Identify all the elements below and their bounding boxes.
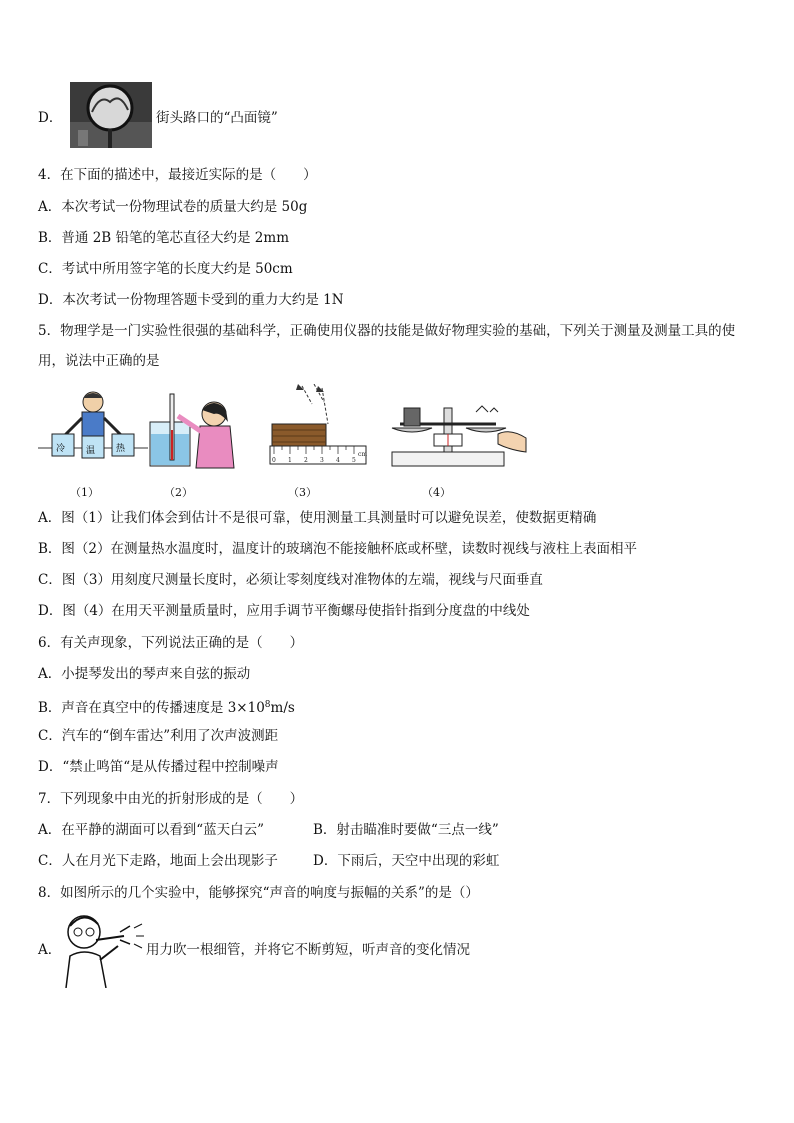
q4-option-c: C．考试中所用签字笔的长度大约是 50cm	[38, 261, 293, 277]
convex-mirror-image	[70, 82, 152, 148]
q6-option-b-unit: m/s	[270, 700, 295, 716]
q7-option-d: D．下雨后，天空中出现的彩虹	[313, 853, 500, 869]
q5-option-c: C．图（3）用刻度尺测量长度时，必须让零刻度线对准物体的左端，视线与尺面垂直	[38, 572, 543, 588]
q4-option-a: A．本次考试一份物理试卷的质量大约是 50g	[38, 199, 308, 215]
figure-label-3: （3）	[288, 486, 317, 499]
q5-option-d: D．图（4）在用天平测量质量时，应用手调节平衡螺母使指针指到分度盘的中线处	[38, 603, 530, 619]
ruler-number-3: 3	[320, 457, 324, 464]
figure-2-thermometer	[148, 392, 240, 472]
blowing-straw-image	[58, 912, 144, 988]
q3-option-d-label: D．	[38, 110, 63, 126]
q5-option-b: B．图（2）在测量热水温度时，温度计的玻璃泡不能接触杯底或杯壁，读数时视线与液柱上表面相平	[38, 541, 638, 557]
figure-label-1: （1）	[70, 486, 99, 499]
q6-option-b	[38, 696, 295, 717]
q5-option-a: A．图（1）让我们体会到估计不是很可靠，使用测量工具测量时可以避免误差，使数据更精确	[38, 510, 597, 526]
q5-stem: 5．物理学是一门实验性很强的基础科学，正确使用仪器的技能是做好物理实验的基础，下列关于测量及测量工具的使用，说法中正确的是	[38, 323, 736, 369]
ruler-number-4: 4	[336, 457, 340, 464]
fig1-label-hot: 热	[116, 444, 126, 454]
ruler-number-5: 5	[352, 457, 356, 464]
figure-3-ruler	[268, 384, 368, 468]
q8-option-a-label: A．	[38, 942, 62, 958]
ruler-number-2: 2	[304, 457, 308, 464]
ruler-number-0: 0	[272, 457, 276, 464]
fig1-label-warm: 温	[86, 446, 96, 456]
q3-option-d	[38, 109, 62, 127]
q6-stem: 6．有关声现象，下列说法正确的是（ ）	[38, 635, 304, 651]
q4-option-b: B．普通 2B 铅笔的笔芯直径大约是 2mm	[38, 230, 289, 246]
q6-option-a: A．小提琴发出的琴声来自弦的振动	[38, 666, 251, 682]
ruler-unit: cm	[358, 451, 368, 458]
ruler-number-1: 1	[288, 457, 292, 464]
q4-stem: 4．在下面的描述中，最接近实际的是（ ）	[38, 167, 317, 183]
q7-option-c: C．人在月光下走路，地面上会出现影子	[38, 853, 278, 869]
q6-option-b-text: B．声音在真空中的传播速度是 3×10	[38, 700, 265, 716]
q7-option-a: A．在平静的湖面可以看到“蓝天白云”	[38, 822, 265, 838]
fig1-label-cold: 冷	[56, 444, 66, 454]
figure-1-hands-in-water	[38, 388, 148, 468]
q6-option-c: C．汽车的“倒车雷达”利用了次声波测距	[38, 728, 279, 744]
q6-option-d: D．“禁止鸣笛“是从传播过程中控制噪声	[38, 759, 279, 775]
figure-label-4: （4）	[422, 486, 451, 499]
figure-4-balance	[386, 394, 528, 470]
q8-option-a-text: 用力吹一根细管，并将它不断剪短，听声音的变化情况	[146, 942, 470, 958]
figure-label-2: （2）	[164, 486, 193, 499]
q8-stem: 8．如图所示的几个实验中，能够探究“声音的响度与振幅的关系”的是（）	[38, 885, 479, 901]
q7-option-b: B．射击瞄准时要做“三点一线”	[313, 822, 499, 838]
q4-option-d: D．本次考试一份物理答题卡受到的重力大约是 1N	[38, 292, 344, 308]
q3-option-d-text: 街头路口的“凸面镜”	[156, 110, 278, 126]
q6-option-b-exponent: 8	[264, 700, 271, 710]
q7-stem: 7．下列现象中由光的折射形成的是（ ）	[38, 791, 304, 807]
